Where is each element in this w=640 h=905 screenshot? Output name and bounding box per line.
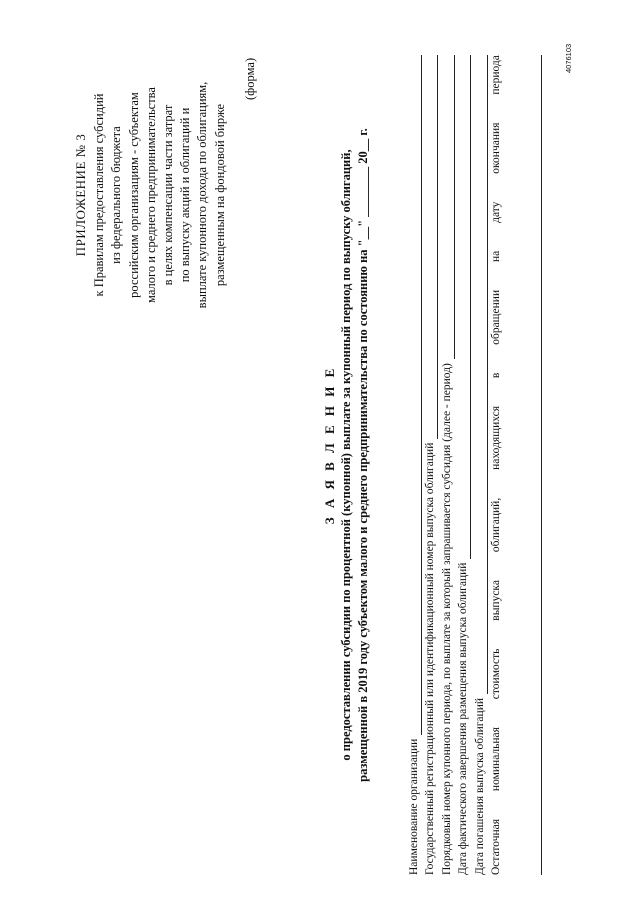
repayment-date-label: Дата погашения выпуска облигаций — [473, 697, 486, 875]
coupon-period-input-line[interactable] — [442, 55, 455, 359]
coupon-period-label: Порядковый номер купонного периода, по выплате за который запрашивается субсидия (далее - период) — [440, 363, 453, 875]
residual-word: на — [490, 250, 502, 263]
appendix-line: в целях компенсации части затрат — [161, 104, 176, 286]
residual-word: выпуска — [490, 580, 502, 621]
residual-word: окончания — [490, 122, 502, 174]
residual-value-field — [488, 55, 505, 875]
appendix-line: выплате купонного дохода по облигациям, — [195, 81, 210, 309]
appendix-title: ПРИЛОЖЕНИЕ № 3 — [73, 133, 88, 257]
appendix-line: из федерального бюджета — [109, 126, 124, 264]
document-subheading — [338, 25, 372, 885]
appendix-line: размещенным на фондовой бирже — [212, 103, 227, 287]
coupon-period-field[interactable] — [438, 55, 455, 875]
residual-word: Остаточная — [490, 818, 502, 875]
repayment-date-field[interactable] — [471, 55, 488, 875]
appendix-line: по выпуску акций и облигаций и — [178, 107, 193, 283]
org-name-field[interactable] — [405, 55, 422, 875]
repayment-date-input-line[interactable] — [475, 55, 488, 694]
placement-date-field[interactable] — [455, 55, 472, 875]
residual-word: облигаций, — [490, 497, 502, 553]
document-stamp: 4076103 — [564, 43, 573, 73]
residual-word: номинальная — [490, 727, 502, 792]
appendix-line: к Правилам предоставления субсидий — [92, 93, 107, 297]
appendix-block — [72, 45, 229, 345]
residual-word: обращении — [490, 289, 502, 345]
bottom-rule — [541, 55, 542, 875]
reg-number-field[interactable] — [422, 55, 439, 875]
appendix-line: малого и среднего предпринимательства — [143, 87, 158, 303]
form-label: (форма) — [243, 57, 257, 100]
placement-date-input-line[interactable] — [458, 55, 471, 559]
form-fields — [405, 55, 504, 875]
appendix-line: российским организациям - субъектам — [126, 92, 141, 298]
org-name-label: Наименование организации — [407, 738, 420, 875]
residual-word: дату — [490, 201, 502, 223]
placement-date-label: Дата фактического завершения размещения выпуска облигаций — [457, 562, 469, 875]
residual-word: периода — [490, 55, 502, 95]
residual-word: находящихся — [490, 405, 502, 470]
subheading-line-1: о предоставлении субсидии по процентной (купонной) выплате за купонный период по выпуску облигаций, — [339, 149, 353, 761]
residual-word: стоимость — [490, 648, 502, 700]
subheading-line-2: размещенной в 2019 году субъектом малого и среднего предпринимательства по состоянию на "__" ________ 20__ г. — [356, 128, 370, 782]
reg-number-input-line[interactable] — [425, 55, 438, 439]
org-name-input-line[interactable] — [409, 55, 422, 735]
document-heading: З А Я В Л Е Н И Е — [322, 365, 337, 525]
reg-number-label: Государственный регистрационный или идентификационный номер выпуска облигаций — [424, 442, 436, 875]
residual-word: в — [490, 372, 502, 379]
